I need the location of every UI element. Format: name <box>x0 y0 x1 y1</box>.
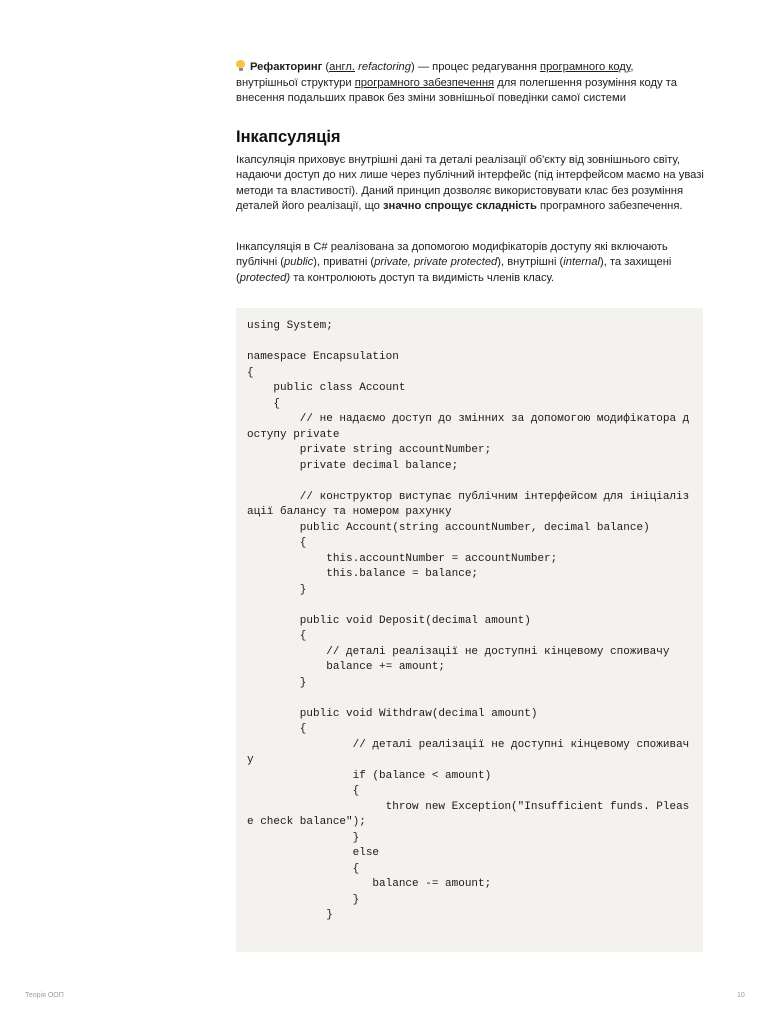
keyword-internal: internal <box>563 256 600 268</box>
keyword-private: private, private protected <box>374 256 498 268</box>
callout-text: , <box>630 61 634 73</box>
paragraph-text: програмного забезпечення. <box>536 200 683 212</box>
link-software[interactable]: програмного забезпечення <box>354 76 495 89</box>
callout-term: Рефакторинг <box>250 61 323 73</box>
paragraph-access-modifiers <box>236 240 706 287</box>
refactoring-callout <box>236 60 706 107</box>
link-lang-abbr[interactable]: англ. <box>329 61 356 73</box>
keyword-protected: protected) <box>239 271 291 284</box>
paragraph-text: Інкапсуляція в C# реалізована за допомогою модифікаторів доступу які включають публічні ( <box>236 240 668 268</box>
paragraph-text: ), та захищені ( <box>236 256 672 284</box>
callout-text: ( <box>322 61 330 73</box>
paragraph-text: та контролюють доступ та видимість членів класу. <box>290 271 555 284</box>
section-title: Інкапсуляція <box>236 127 341 146</box>
paragraph-bold: значно спрощує складність <box>383 200 537 212</box>
keyword-public: public <box>284 256 314 268</box>
callout-text: для полегшення розуміння коду та внесення подальших правок без зміни зовнішньої поведінки самої системи <box>236 76 677 104</box>
paragraph-text: ), внутрішні ( <box>497 256 564 268</box>
page-content <box>236 60 706 952</box>
paragraph-text: ), приватні ( <box>313 256 375 268</box>
link-program-code[interactable]: програмного коду <box>540 61 631 73</box>
paragraph-encapsulation-intro <box>236 153 706 215</box>
footer-page-number: 10 <box>737 992 745 999</box>
lightbulb-icon <box>236 60 245 71</box>
callout-text: ) — процес редагування <box>411 61 541 73</box>
callout-text: внутрішньої структури <box>236 76 355 89</box>
callout-english-word: refactoring <box>358 61 411 73</box>
paragraph-text: Ікапсуляція приховує внутрішні дані та деталі реалізації об'єкту від зовнішнього світу, надаючи доступ до них лише через публічний інтерфейс (під інтерфейсом маємо на увазі методи та властивості). Даний принцип дозволяє використовувати клас без розуміння деталей його реалізації, що <box>236 153 704 212</box>
code-block[interactable]: using System; namespace Encapsulation { public class Account { // не надаємо доступ до змінних за допомогою модифікатора д оступу private private string accountNumber; private decimal balance; // конструктор виступає публічним інтерфейсом для ініціаліз ації балансу та номером рахунку public Account(string accountNumber, decimal balance) { this.accountNumber = accountNumber; this.balance = balance; } public void Deposit(decimal amount) { // деталі реалізації не доступні кінцевому споживачу balance += amount; } public void Withdraw(decimal amount) { // деталі реалізації не доступні кінцевому споживач у if (balance < amount) { throw new Exception("Insufficient funds. Pleas e check balance"); } else { balance -= amount; } } <box>236 308 703 952</box>
footer-doc-title: Теорія ООП <box>25 992 64 999</box>
